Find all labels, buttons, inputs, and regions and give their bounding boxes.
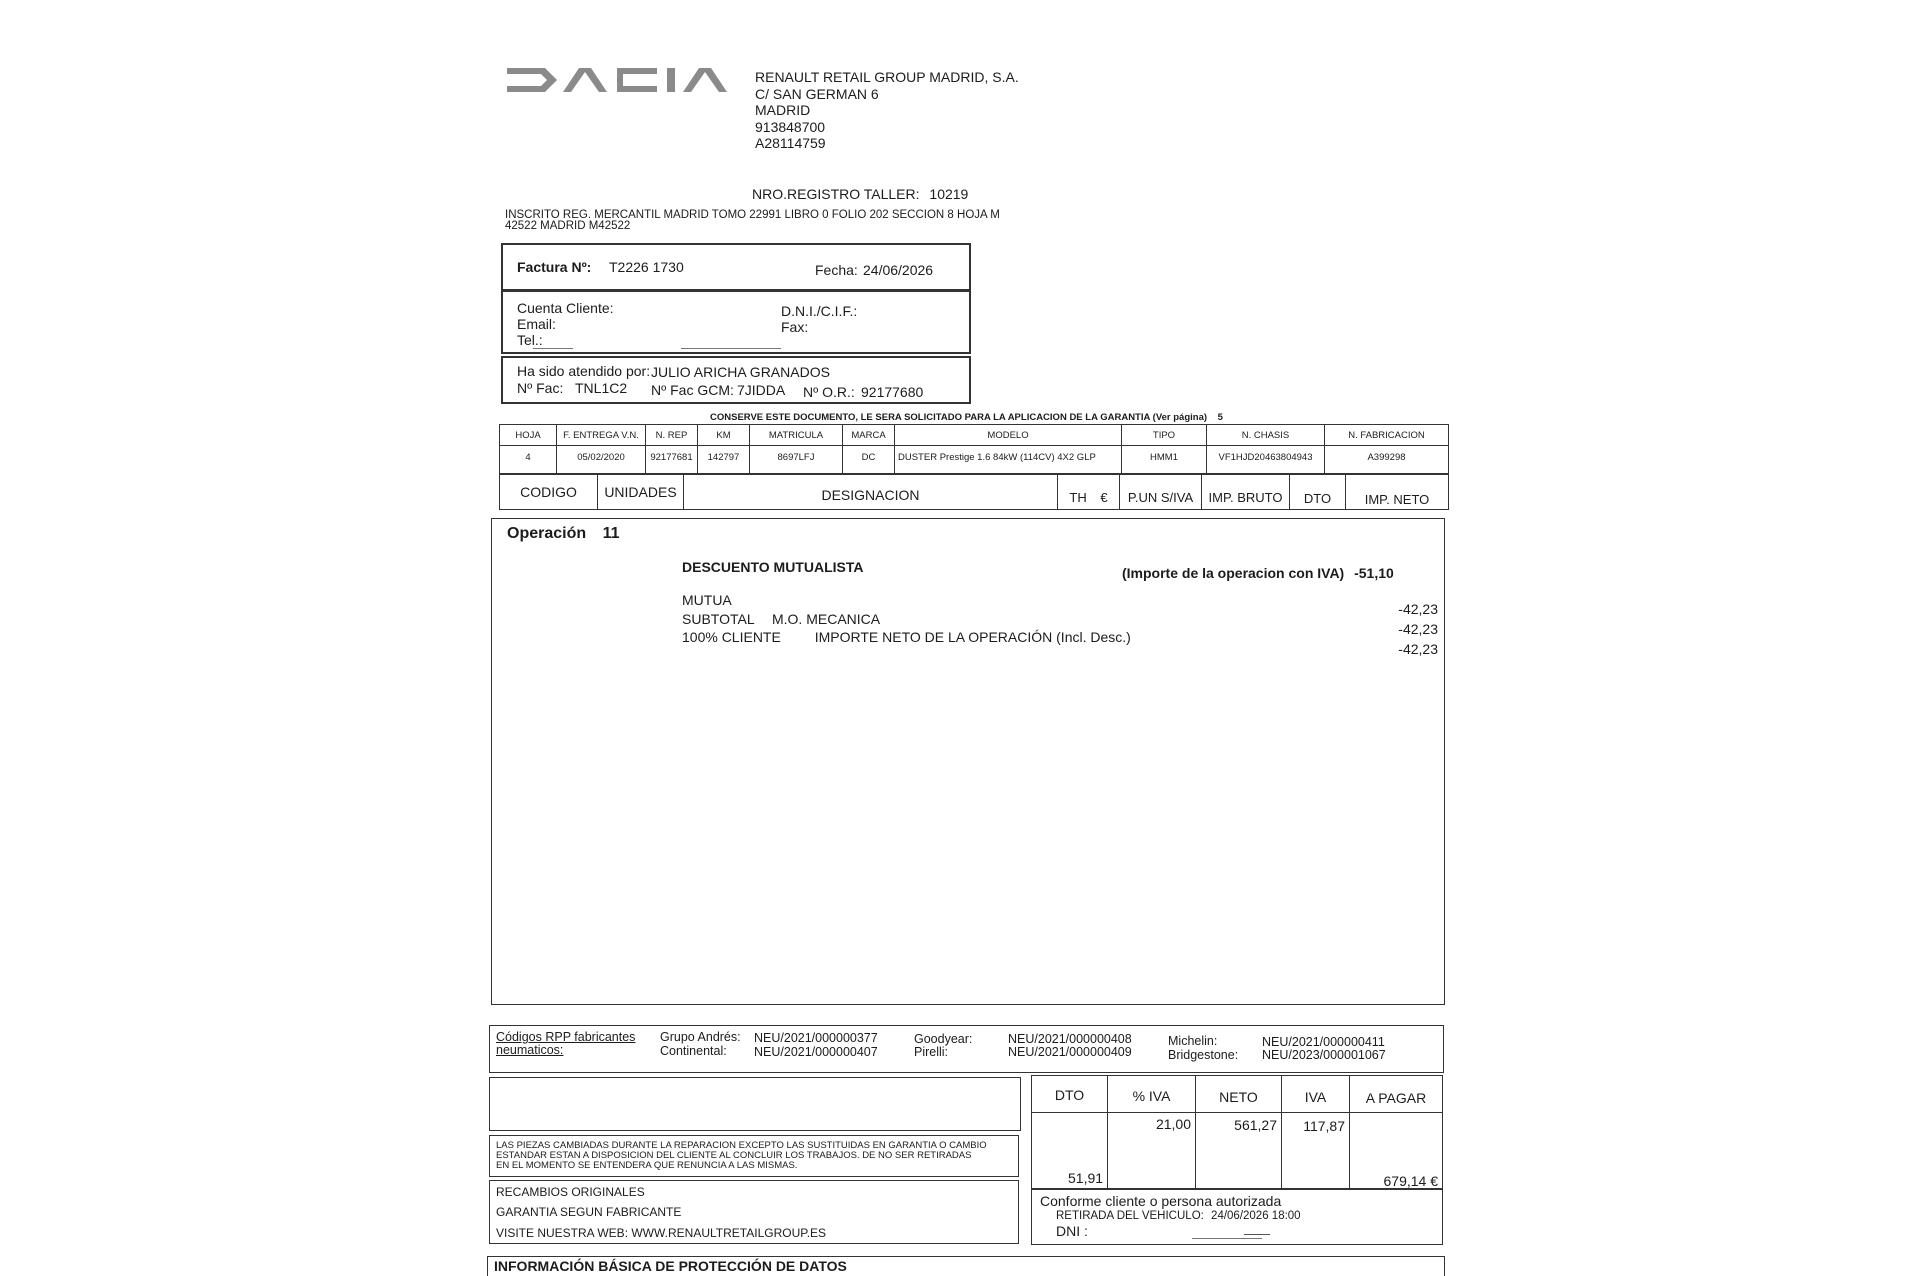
- totals-col-a-pagar: [1350, 1076, 1442, 1188]
- totals-a-pagar-value: 679,14 €: [1383, 1173, 1438, 1189]
- dni-label: DNI :: [1056, 1223, 1088, 1239]
- operation-title: DESCUENTO MUTUALISTA: [682, 559, 864, 575]
- col-unidades: UNIDADES: [598, 475, 684, 509]
- totals-header-iva: IVA: [1304, 1089, 1327, 1105]
- recambios-originales: RECAMBIOS ORIGINALES: [496, 1185, 645, 1199]
- totals-dto-value: 51,91: [1068, 1170, 1104, 1186]
- rpp-brand-pirelli: Pirelli:: [914, 1045, 949, 1059]
- redacted-line: [681, 348, 781, 349]
- rpp-code-goodyear: NEU/2021/000000408: [1008, 1032, 1132, 1046]
- parts-notice-line-2: ESTANDAR ESTAN A DISPOSICION DEL CLIENTE AL CONCLUIR LOS TRABAJOS. DE NO SER RETIRADAS: [496, 1150, 972, 1161]
- vehicle-header-entrega: F. ENTREGA V.N.: [563, 430, 639, 441]
- col-th-label: TH: [1069, 490, 1087, 505]
- dacia-logo-graphic: [505, 62, 745, 98]
- col-neto: IMP. NETO: [1364, 492, 1430, 507]
- rpp-brand-continental: Continental:: [660, 1044, 727, 1058]
- mutua-label: MUTUA: [682, 592, 732, 608]
- cliente-pct: 100% CLIENTE: [682, 629, 781, 645]
- vehicle-header-nrep: N. REP: [655, 430, 688, 441]
- retirada-value: 24/06/2026 18:00: [1211, 1210, 1301, 1222]
- vehicle-header-modelo: MODELO: [987, 430, 1029, 441]
- conforme-label: Conforme cliente o persona autorizada: [1040, 1193, 1282, 1209]
- redacted-line: [1244, 1234, 1270, 1235]
- subtotal-line: [682, 611, 880, 627]
- col-bruto: IMP. BRUTO: [1202, 475, 1290, 509]
- vehicle-value-hoja: 4: [525, 452, 531, 463]
- attended-label: Ha sido atendido por:: [517, 363, 651, 379]
- company-name: RENAULT RETAIL GROUP MADRID, S.A.: [755, 69, 1019, 85]
- vehicle-header-matricula: MATRICULA: [768, 430, 824, 441]
- vehicle-col-matricula: [750, 425, 843, 473]
- rpp-brand-grupo-andres: Grupo Andrés:: [660, 1030, 741, 1044]
- parts-notice-line-1: LAS PIEZAS CAMBIADAS DURANTE LA REPARACION EXCEPTO LAS SUSTITUIDAS EN GARANTIA O CAMBIO: [496, 1140, 987, 1151]
- vehicle-value-entrega: 05/02/2020: [577, 452, 625, 463]
- registro-taller-value: 10219: [929, 186, 969, 202]
- factura-number: T2226 1730: [609, 259, 684, 275]
- rpp-code-bridgestone: NEU/2023/000001067: [1262, 1048, 1386, 1062]
- vehicle-col-tipo: [1122, 425, 1207, 473]
- neto-desc: IMPORTE NETO DE LA OPERACIÓN (Incl. Desc.): [814, 629, 1131, 645]
- subtotal-desc: M.O. MECANICA: [771, 611, 881, 627]
- email-label: Email:: [517, 316, 556, 332]
- vehicle-col-marca: [843, 425, 895, 473]
- rpp-code-pirelli: NEU/2021/000000409: [1008, 1045, 1132, 1059]
- subtotal-label: SUBTOTAL: [682, 611, 755, 627]
- col-pun: P.UN S/IVA: [1120, 475, 1202, 509]
- totals-neto-value: 561,27: [1234, 1117, 1277, 1133]
- vehicle-table: [499, 424, 1449, 474]
- operation-importe-label: (Importe de la operacion con IVA): [1122, 565, 1345, 581]
- vehicle-header-hoja: HOJA: [515, 430, 541, 441]
- warranty-notice: [710, 412, 1223, 423]
- fecha-value: 24/06/2026: [863, 262, 934, 278]
- totals-box: [1031, 1075, 1443, 1189]
- warranty-page: 5: [1217, 412, 1223, 423]
- signature-box: [1031, 1189, 1443, 1245]
- vehicle-value-chasis: VF1HJD20463804943: [1218, 452, 1313, 463]
- totals-col-neto: [1196, 1076, 1282, 1188]
- col-designacion: DESIGNACION: [684, 475, 1058, 509]
- col-th: [1058, 475, 1120, 509]
- invoice-box: [501, 243, 971, 291]
- totals-iva-value: 117,87: [1303, 1118, 1345, 1134]
- amount-subtotal: -42,23: [1398, 621, 1438, 637]
- totals-iva-pct-value: 21,00: [1155, 1116, 1191, 1132]
- vehicle-header-marca: MARCA: [851, 430, 886, 441]
- nor-value: 92177680: [861, 384, 924, 400]
- company-address: C/ SAN GERMAN 6: [755, 86, 879, 102]
- totals-header-a-pagar: A PAGAR: [1365, 1090, 1427, 1106]
- rpp-brand-goodyear: Goodyear:: [914, 1032, 973, 1046]
- vehicle-value-tipo: HMM1: [1150, 452, 1178, 463]
- totals-col-iva-pct: [1108, 1076, 1196, 1188]
- tel-label: Tel.:: [517, 332, 543, 348]
- col-euro-label: €: [1100, 490, 1108, 505]
- fecha-label: Fecha:: [815, 262, 858, 278]
- vehicle-value-marca: DC: [861, 452, 876, 463]
- nfac-gcm-value: 7JIDDA: [737, 382, 786, 398]
- vehicle-col-entrega: [557, 425, 646, 473]
- totals-header-neto: NETO: [1219, 1089, 1258, 1105]
- operation-heading: [507, 525, 620, 543]
- footer-info-box: [489, 1180, 1019, 1244]
- vehicle-col-nrep: [646, 425, 698, 473]
- lines-header: [499, 474, 1449, 510]
- vehicle-value-nrep: 92177681: [650, 452, 693, 463]
- parts-notice-line-3: EN EL MOMENTO SE ENTENDERA QUE RENUNCIA A LAS MISMAS.: [496, 1160, 798, 1171]
- mercantil-line-2: 42522 MADRID M42522: [505, 220, 631, 232]
- attended-box: [501, 356, 971, 404]
- data-protection-box: [487, 1256, 1445, 1276]
- totals-header-iva-pct: % IVA: [1132, 1088, 1171, 1104]
- vehicle-col-fabricacion: [1325, 425, 1448, 473]
- totals-header-dto: DTO: [1054, 1087, 1085, 1103]
- col-codigo: CODIGO: [500, 475, 598, 509]
- parts-notice-box: [489, 1135, 1019, 1177]
- amount-neto: -42,23: [1398, 641, 1438, 657]
- amount-mutua: -42,23: [1398, 601, 1438, 617]
- col-dto: DTO: [1290, 475, 1346, 509]
- vehicle-header-chasis: N. CHASIS: [1241, 430, 1290, 441]
- vehicle-header-tipo: TIPO: [1152, 430, 1176, 441]
- vehicle-header-km: KM: [716, 430, 731, 441]
- mercantil-line-1: INSCRITO REG. MERCANTIL MADRID TOMO 22991 LIBRO 0 FOLIO 202 SECCION 8 HOJA M: [505, 209, 1000, 221]
- operation-label: Operación: [507, 525, 587, 542]
- notes-box: [489, 1077, 1021, 1131]
- company-city: MADRID: [755, 102, 811, 118]
- client-box: [501, 290, 971, 354]
- vehicle-col-modelo: [895, 425, 1122, 473]
- operation-importe-value: -51,10: [1354, 565, 1394, 581]
- redacted-line: [1192, 1238, 1262, 1239]
- vehicle-col-chasis: [1207, 425, 1325, 473]
- nfac-gcm-label: Nº Fac GCM:: [651, 382, 734, 398]
- vehicle-value-modelo: DUSTER Prestige 1.6 84kW (114CV) 4X2 GLP: [898, 452, 1096, 463]
- attended-name: JULIO ARICHA GRANADOS: [651, 364, 830, 380]
- rpp-brand-michelin: Michelin:: [1168, 1034, 1218, 1048]
- nfac-value: TNL1C2: [575, 380, 628, 396]
- registro-taller-label: NRO.REGISTRO TALLER:: [752, 186, 920, 202]
- rpp-box: [489, 1025, 1444, 1073]
- cuenta-cliente-label: Cuenta Cliente:: [517, 300, 614, 316]
- operation-box: [491, 518, 1445, 1005]
- redacted-line: [533, 348, 573, 349]
- vehicle-value-fabricacion: A399298: [1367, 452, 1406, 463]
- retirada-line: [1056, 1210, 1301, 1222]
- registro-taller: [752, 186, 968, 202]
- fax-label: Fax:: [781, 319, 809, 335]
- warranty-notice-text: CONSERVE ESTE DOCUMENTO, LE SERA SOLICITADO PARA LA APLICACION DE LA GARANTIA (Ver página): [710, 412, 1208, 423]
- data-protection-heading: INFORMACIÓN BÁSICA DE PROTECCIÓN DE DATOS: [494, 1258, 847, 1274]
- rpp-code-continental: NEU/2021/000000407: [754, 1045, 878, 1059]
- nor-label: Nº O.R.:: [803, 384, 855, 400]
- rpp-label-1: Códigos RPP fabricantes: [496, 1030, 636, 1044]
- dacia-logo: [505, 62, 745, 98]
- rpp-brand-bridgestone: Bridgestone:: [1168, 1048, 1239, 1062]
- rpp-code-michelin: NEU/2021/000000411: [1262, 1035, 1385, 1049]
- nfac-label: Nº Fac:: [517, 380, 564, 396]
- company-phone: 913848700: [755, 119, 826, 135]
- rpp-label-2: neumaticos:: [496, 1043, 564, 1057]
- web-link[interactable]: VISITE NUESTRA WEB: WWW.RENAULTRETAILGROUP.ES: [496, 1226, 827, 1240]
- operation-importe: [1122, 565, 1394, 581]
- vehicle-value-km: 142797: [707, 452, 740, 463]
- vehicle-col-hoja: [500, 425, 557, 473]
- company-cif: A28114759: [755, 135, 826, 151]
- cliente-line: [682, 629, 1131, 645]
- rpp-code-grupo-andres: NEU/2021/000000377: [754, 1031, 878, 1045]
- garantia-fabricante: GARANTIA SEGUN FABRICANTE: [496, 1205, 682, 1219]
- retirada-label: RETIRADA DEL VEHICULO:: [1056, 1210, 1204, 1222]
- vehicle-col-km: [698, 425, 750, 473]
- factura-label: Factura Nº:: [517, 259, 592, 275]
- dni-cif-label: D.N.I./C.I.F.:: [781, 303, 858, 319]
- vehicle-value-matricula: 8697LFJ: [777, 452, 815, 463]
- vehicle-header-fabricacion: N. FABRICACION: [1348, 430, 1425, 441]
- totals-col-iva: [1282, 1076, 1350, 1188]
- operation-number: 11: [602, 525, 620, 542]
- totals-col-dto: [1032, 1076, 1108, 1188]
